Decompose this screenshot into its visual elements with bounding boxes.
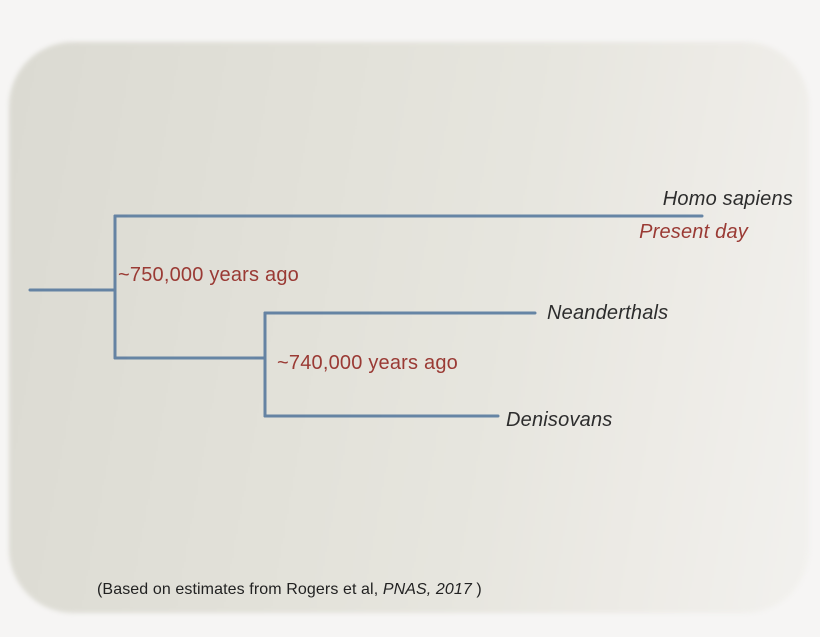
- taxon-label-neanderthals: Neanderthals: [547, 302, 669, 324]
- citation-suffix: ): [471, 581, 482, 598]
- source-citation: [97, 580, 482, 600]
- divergence-time-740k-annotation: ~740,000 years ago: [277, 352, 458, 374]
- citation-prefix: (Based on estimates from Rogers et al,: [97, 581, 383, 598]
- taxon-label-homo-sapiens: Homo sapiens: [662, 188, 793, 210]
- taxon-label-denisovans: Denisovans: [506, 409, 613, 431]
- present-day-annotation: Present day: [639, 221, 748, 243]
- divergence-time-750k-annotation: ~750,000 years ago: [118, 264, 299, 286]
- citation-journal-year: PNAS, 2017: [382, 581, 472, 598]
